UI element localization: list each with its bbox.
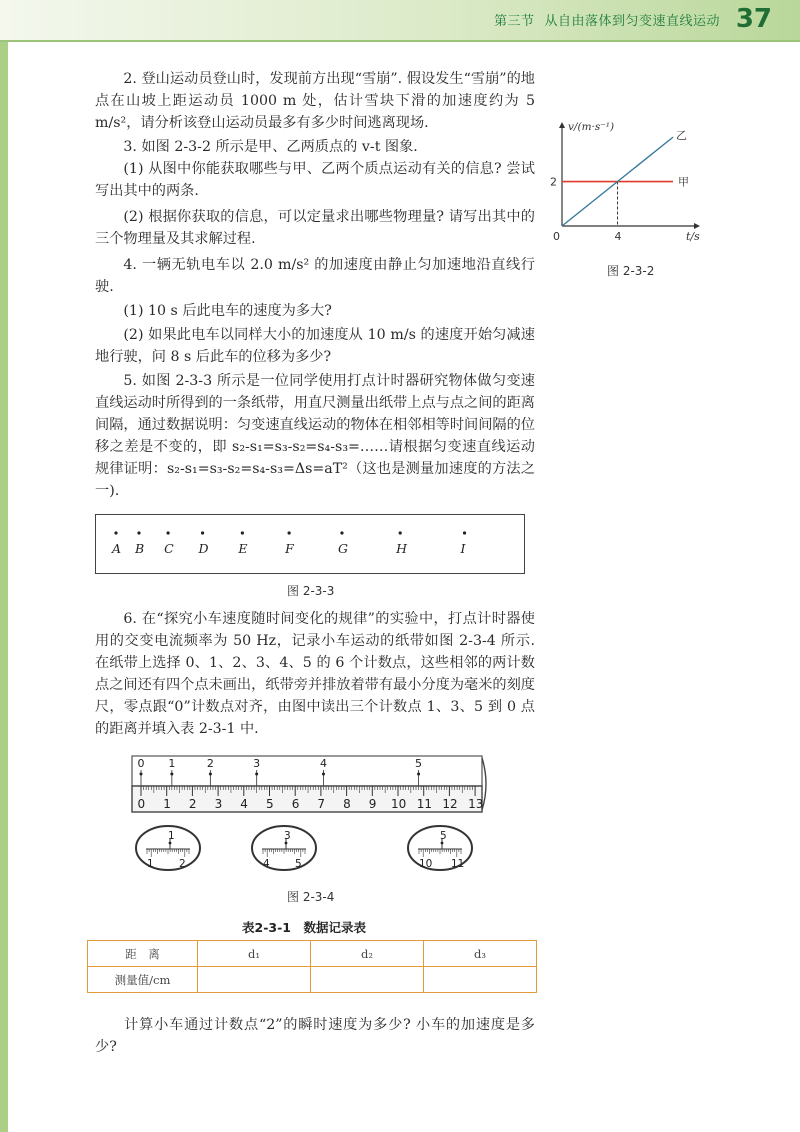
table-title: 表2-3-1 数据记录表 [242, 920, 366, 935]
question-4: 4. 一辆无轨电车以 2.0 m/s² 的加速度由静止匀加速地沿直线行驶. [95, 257, 535, 295]
tape-point-label: D [198, 541, 209, 556]
x-axis-label: t/s [686, 230, 700, 243]
row-header-distance: 距 离 [88, 941, 198, 967]
table-row [88, 967, 537, 993]
ruler-scale-label: 8 [343, 797, 351, 811]
tape-point-label: G [337, 541, 348, 556]
magnifier-scale-left: 4 [263, 858, 270, 870]
tape-dot [166, 531, 169, 534]
count-point-dot [140, 773, 143, 776]
figure-2-3-2-caption: 图 2-3-2 [607, 264, 655, 278]
count-point-label: 5 [415, 757, 423, 770]
question-4-part-2: (2) 如果此电车以同样大小的加速度从 10 m/s 的速度开始匀减速地行驶，问 8 s 后此车的位移为多少? [95, 327, 535, 365]
question-3: 3. 如图 2-3-2 所示是甲、乙两质点的 v-t 图象. [123, 139, 418, 155]
x-tick-label-4: 4 [614, 230, 622, 243]
y-axis-label: v/(m·s⁻¹) [568, 121, 615, 133]
magnifier-point-label: 1 [168, 830, 175, 842]
magnifier-scale-right: 5 [295, 858, 302, 870]
count-point-dot [417, 773, 420, 776]
magnifier-scale-right: 2 [179, 858, 186, 870]
ruler-scale-label: 1 [163, 797, 171, 811]
page-edge-band [0, 0, 8, 1132]
tape-dot [241, 531, 244, 534]
tape-dot [340, 531, 343, 534]
series-jia-label: 甲 [678, 175, 690, 189]
ruler-scale-label: 5 [266, 797, 274, 811]
count-point-label: 1 [168, 757, 176, 770]
vt-graph [540, 118, 720, 258]
question-3-part-2: (2) 根据你获取的信息，可以定量求出哪些物理量? 请写出其中的三个物理量及其求解过程. [95, 209, 535, 247]
y-tick-label-2: 2 [550, 175, 557, 189]
magnifier-point-label: 3 [284, 830, 291, 842]
ruler-scale-label: 11 [416, 797, 432, 811]
ruler-scale-label: 9 [368, 797, 377, 811]
count-point-dot [255, 773, 258, 776]
tape-point-label: I [460, 541, 466, 556]
col-header-d1: d₁ [198, 941, 311, 967]
cell-d3-value[interactable] [424, 967, 537, 993]
question-3-part-1: (1) 从图中你能获取哪些与甲、乙两个质点运动有关的信息? 尝试写出其中的两条. [95, 161, 535, 199]
magnifier-scale-left: 10 [419, 858, 433, 870]
header-title: 从自由落体到匀变速直线运动 [544, 14, 720, 29]
question-6: 6. 在“探究小车速度随时间变化的规律”的实验中，打点计时器使用的交变电流频率为 50 Hz，记录小车运动的纸带如图 2-3-4 所示. 在纸带上选择 0、1、2、3、4、5 的 6 个计数点，这些相邻的两计数点之间还有四个点未画出，纸带旁并排放着带有最小分度为毫米的刻度尺，零点跟“0”计数点对齐，由图中读出三个计数点 1、3、5 到 0 点的距离并填入表 2-3-1 中. [95, 611, 535, 737]
ruler-scale-label: 12 [442, 797, 458, 811]
cell-d2-value[interactable] [311, 967, 424, 993]
ruler-scale-label: 3 [214, 797, 223, 811]
header-section: 第三节 [493, 14, 535, 29]
series-yi-label: 乙 [676, 129, 688, 143]
header-divider [0, 40, 800, 42]
tape-point-label: H [396, 541, 408, 556]
data-record-table [87, 940, 537, 993]
table-row [88, 941, 537, 967]
tape-dot [288, 531, 291, 534]
ruler-scale-label: 0 [137, 797, 146, 811]
tape-dot [201, 531, 204, 534]
tape-dot [463, 531, 466, 534]
x-axis-arrow [694, 223, 700, 229]
magnifier-point-dot [285, 842, 288, 845]
row-header-measured: 测量值/cm [88, 967, 198, 993]
magnifier-point-dot [169, 842, 172, 845]
count-point-label: 3 [253, 757, 261, 770]
question-2: 2. 登山运动员登山时，发现前方出现“雪崩”. 假设发生“雪崩”的地点在山坡上距运动员 1000 m 处，估计雪块下滑的加速度约为 5 m/s²，请分析该登山运动员最多有多少时间逃离现场. [95, 71, 535, 131]
col-header-d2: d₂ [311, 941, 424, 967]
tape-point-label: F [285, 541, 294, 556]
tape-point-label: E [238, 541, 248, 556]
running-header [494, 10, 720, 29]
count-point-dot [170, 773, 173, 776]
figure-2-3-4-caption: 图 2-3-4 [287, 890, 335, 904]
paper-tape [95, 514, 525, 574]
y-axis-arrow [559, 122, 565, 128]
question-4-part-1: (1) 10 s 后此电车的速度为多大? [123, 303, 332, 319]
count-point-label: 4 [319, 757, 327, 770]
paper-strip [132, 756, 482, 786]
magnifier-scale-left: 1 [147, 858, 154, 870]
ruler-scale-label: 4 [240, 797, 248, 811]
col-header-d3: d₃ [424, 941, 537, 967]
magnifier-point-dot [441, 842, 444, 845]
tape-dot [114, 531, 117, 534]
ruler-scale-label: 6 [291, 797, 300, 811]
origin-label: 0 [553, 230, 560, 243]
cell-d1-value[interactable] [198, 967, 311, 993]
ruler-figure [128, 752, 498, 882]
tape-svg [96, 515, 523, 572]
tape-point-label: B [134, 541, 145, 556]
count-point-label: 2 [206, 757, 214, 770]
magnifier-point-label: 5 [440, 830, 447, 842]
count-point-label: 0 [137, 757, 145, 770]
tape-dot [137, 531, 140, 534]
ruler-scale-label: 13 [468, 797, 484, 811]
question-6-followup: 计算小车通过计数点“2”的瞬时速度为多少? 小车的加速度是多少? [95, 1017, 535, 1055]
tape-dot [399, 531, 402, 534]
tape-point-label: C [164, 541, 174, 556]
page-number: 37 [735, 4, 772, 34]
tape-point-label: A [112, 541, 122, 556]
count-point-dot [322, 773, 325, 776]
ruler-scale-label: 2 [188, 797, 197, 811]
count-point-dot [209, 773, 212, 776]
question-5: 5. 如图 2-3-3 所示是一位同学使用打点计时器研究物体做匀变速直线运动时所得到的一条纸带，用直尺测量出纸带上点与点之间的距离间隔，通过数据说明：匀变速直线运动的物体在相邻相等时间间隔的位移之差是不变的，即 s₂-s₁=s₃-s₂=s₄-s₃=……请根据匀变速直线运动规律证明：s₂-s₁=s₃-s₂=s₄-s₃=Δs=aT²（这也是测量加速度的方法之一). [95, 373, 535, 499]
magnifier-scale-right: 11 [451, 858, 465, 870]
ruler-scale-label: 7 [317, 797, 326, 811]
ruler-scale-label: 10 [391, 797, 407, 811]
figure-2-3-3-caption: 图 2-3-3 [287, 584, 335, 598]
